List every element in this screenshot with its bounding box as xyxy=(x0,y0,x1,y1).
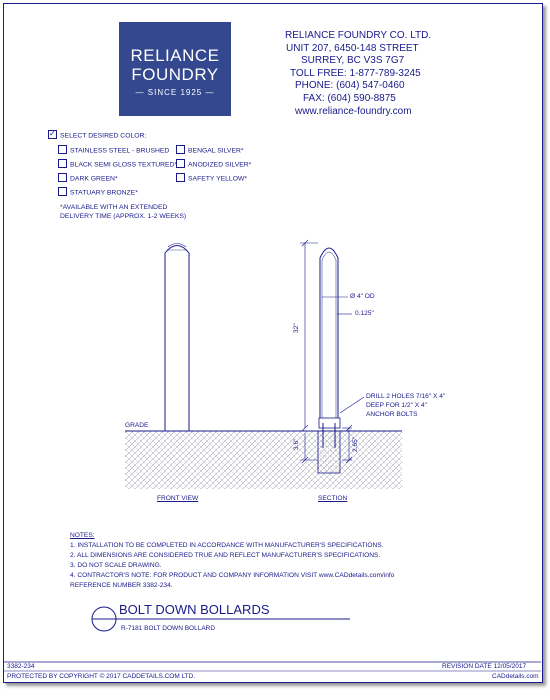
logo-line-2: FOUNDRY xyxy=(131,65,219,84)
color-option-label: DARK GREEN* xyxy=(70,175,118,183)
color-option-label: STATUARY BRONZE* xyxy=(70,189,138,197)
notes-block xyxy=(70,531,394,591)
diameter-label: Ø 4" OD xyxy=(350,293,375,300)
section-label: SECTION xyxy=(318,495,348,502)
notes-header: NOTES: xyxy=(70,532,95,539)
soil-hatch xyxy=(125,431,402,489)
note-item: 1. INSTALLATION TO BE COMPLETED IN ACCORDANCE WITH MANUFACTURER'S SPECIFICATIONS. xyxy=(70,542,384,549)
front-view-bollard xyxy=(165,244,189,432)
embed-dim-label: 3.6" xyxy=(293,438,300,450)
color-option-label: ANODIZED SILVER* xyxy=(188,161,252,169)
availability-line-1: *AVAILABLE WITH AN EXTENDED xyxy=(60,204,168,211)
company-phone: PHONE: (604) 547-0460 xyxy=(295,80,405,92)
revision-date: REVISION DATE 12/05/2017 xyxy=(442,663,527,670)
base-dim-label: 2.65" xyxy=(352,436,359,452)
drill-note-line-2: DEEP FOR 1/2" X 4" xyxy=(366,402,427,409)
heading-checkbox[interactable]: ✓ xyxy=(49,129,56,138)
grade-label: GRADE xyxy=(125,422,149,429)
drawing-title: BOLT DOWN BOLLARDS xyxy=(119,602,270,617)
front-view-label: FRONT VIEW xyxy=(157,495,199,502)
drill-note xyxy=(366,392,445,419)
note-item: 4. CONTRACTOR'S NOTE: FOR PRODUCT AND COMPANY INFORMATION VISIT www.CADdetails.com/info xyxy=(70,572,395,579)
logo-line-1: RELIANCE xyxy=(130,46,220,65)
drill-note-line-1: DRILL 2 HOLES 7/16" X 4" xyxy=(366,393,446,400)
copyright-text: PROTECTED BY COPYRIGHT © 2017 CADDETAILS.COM LTD. xyxy=(7,673,196,680)
note-item: REFERENCE NUMBER 3382-234. xyxy=(70,582,173,589)
company-fax: FAX: (604) 590-8875 xyxy=(303,92,396,104)
company-address-2: SURREY, BC V3S 7G7 xyxy=(301,55,405,67)
height-dim-label: 32" xyxy=(293,323,300,333)
color-select-heading-text: SELECT DESIRED COLOR: xyxy=(60,132,147,140)
company-toll-free: TOLL FREE: 1-877-789-3245 xyxy=(290,67,421,79)
wall-label: 0.125" xyxy=(355,310,374,317)
logo-since-text: SINCE 1925 xyxy=(147,88,203,97)
note-item: 2. ALL DIMENSIONS ARE CONSIDERED TRUE AND REFLECT MANUFACTURER'S SPECIFICATIONS. xyxy=(70,552,381,559)
color-option-label: SAFETY YELLOW* xyxy=(188,175,248,183)
availability-line-2: DELIVERY TIME (APPROX. 1-2 WEEKS) xyxy=(60,213,187,220)
color-option-label: STAINLESS STEEL - BRUSHED xyxy=(70,147,170,155)
drawing-subtitle: R-7181 BOLT DOWN BOLLARD xyxy=(121,625,216,632)
color-option-label: BLACK SEMI GLOSS TEXTURED* xyxy=(70,161,178,169)
reference-number: 3382-234 xyxy=(7,663,35,670)
section-bollard xyxy=(318,248,340,473)
color-option-label: BENGAL SILVER* xyxy=(188,147,244,155)
company-name: RELIANCE FOUNDRY CO. LTD. xyxy=(285,30,432,41)
caddetails-link[interactable]: CADdetails.com xyxy=(492,673,539,680)
company-website[interactable]: www.reliance-foundry.com xyxy=(295,105,412,117)
logo-since: — SINCE 1925 — xyxy=(135,88,215,97)
note-item: 3. DO NOT SCALE DRAWING. xyxy=(70,562,162,569)
drill-note-line-3: ANCHOR BOLTS xyxy=(366,411,418,418)
company-address-1: UNIT 207, 6450-148 STREET xyxy=(286,42,419,54)
